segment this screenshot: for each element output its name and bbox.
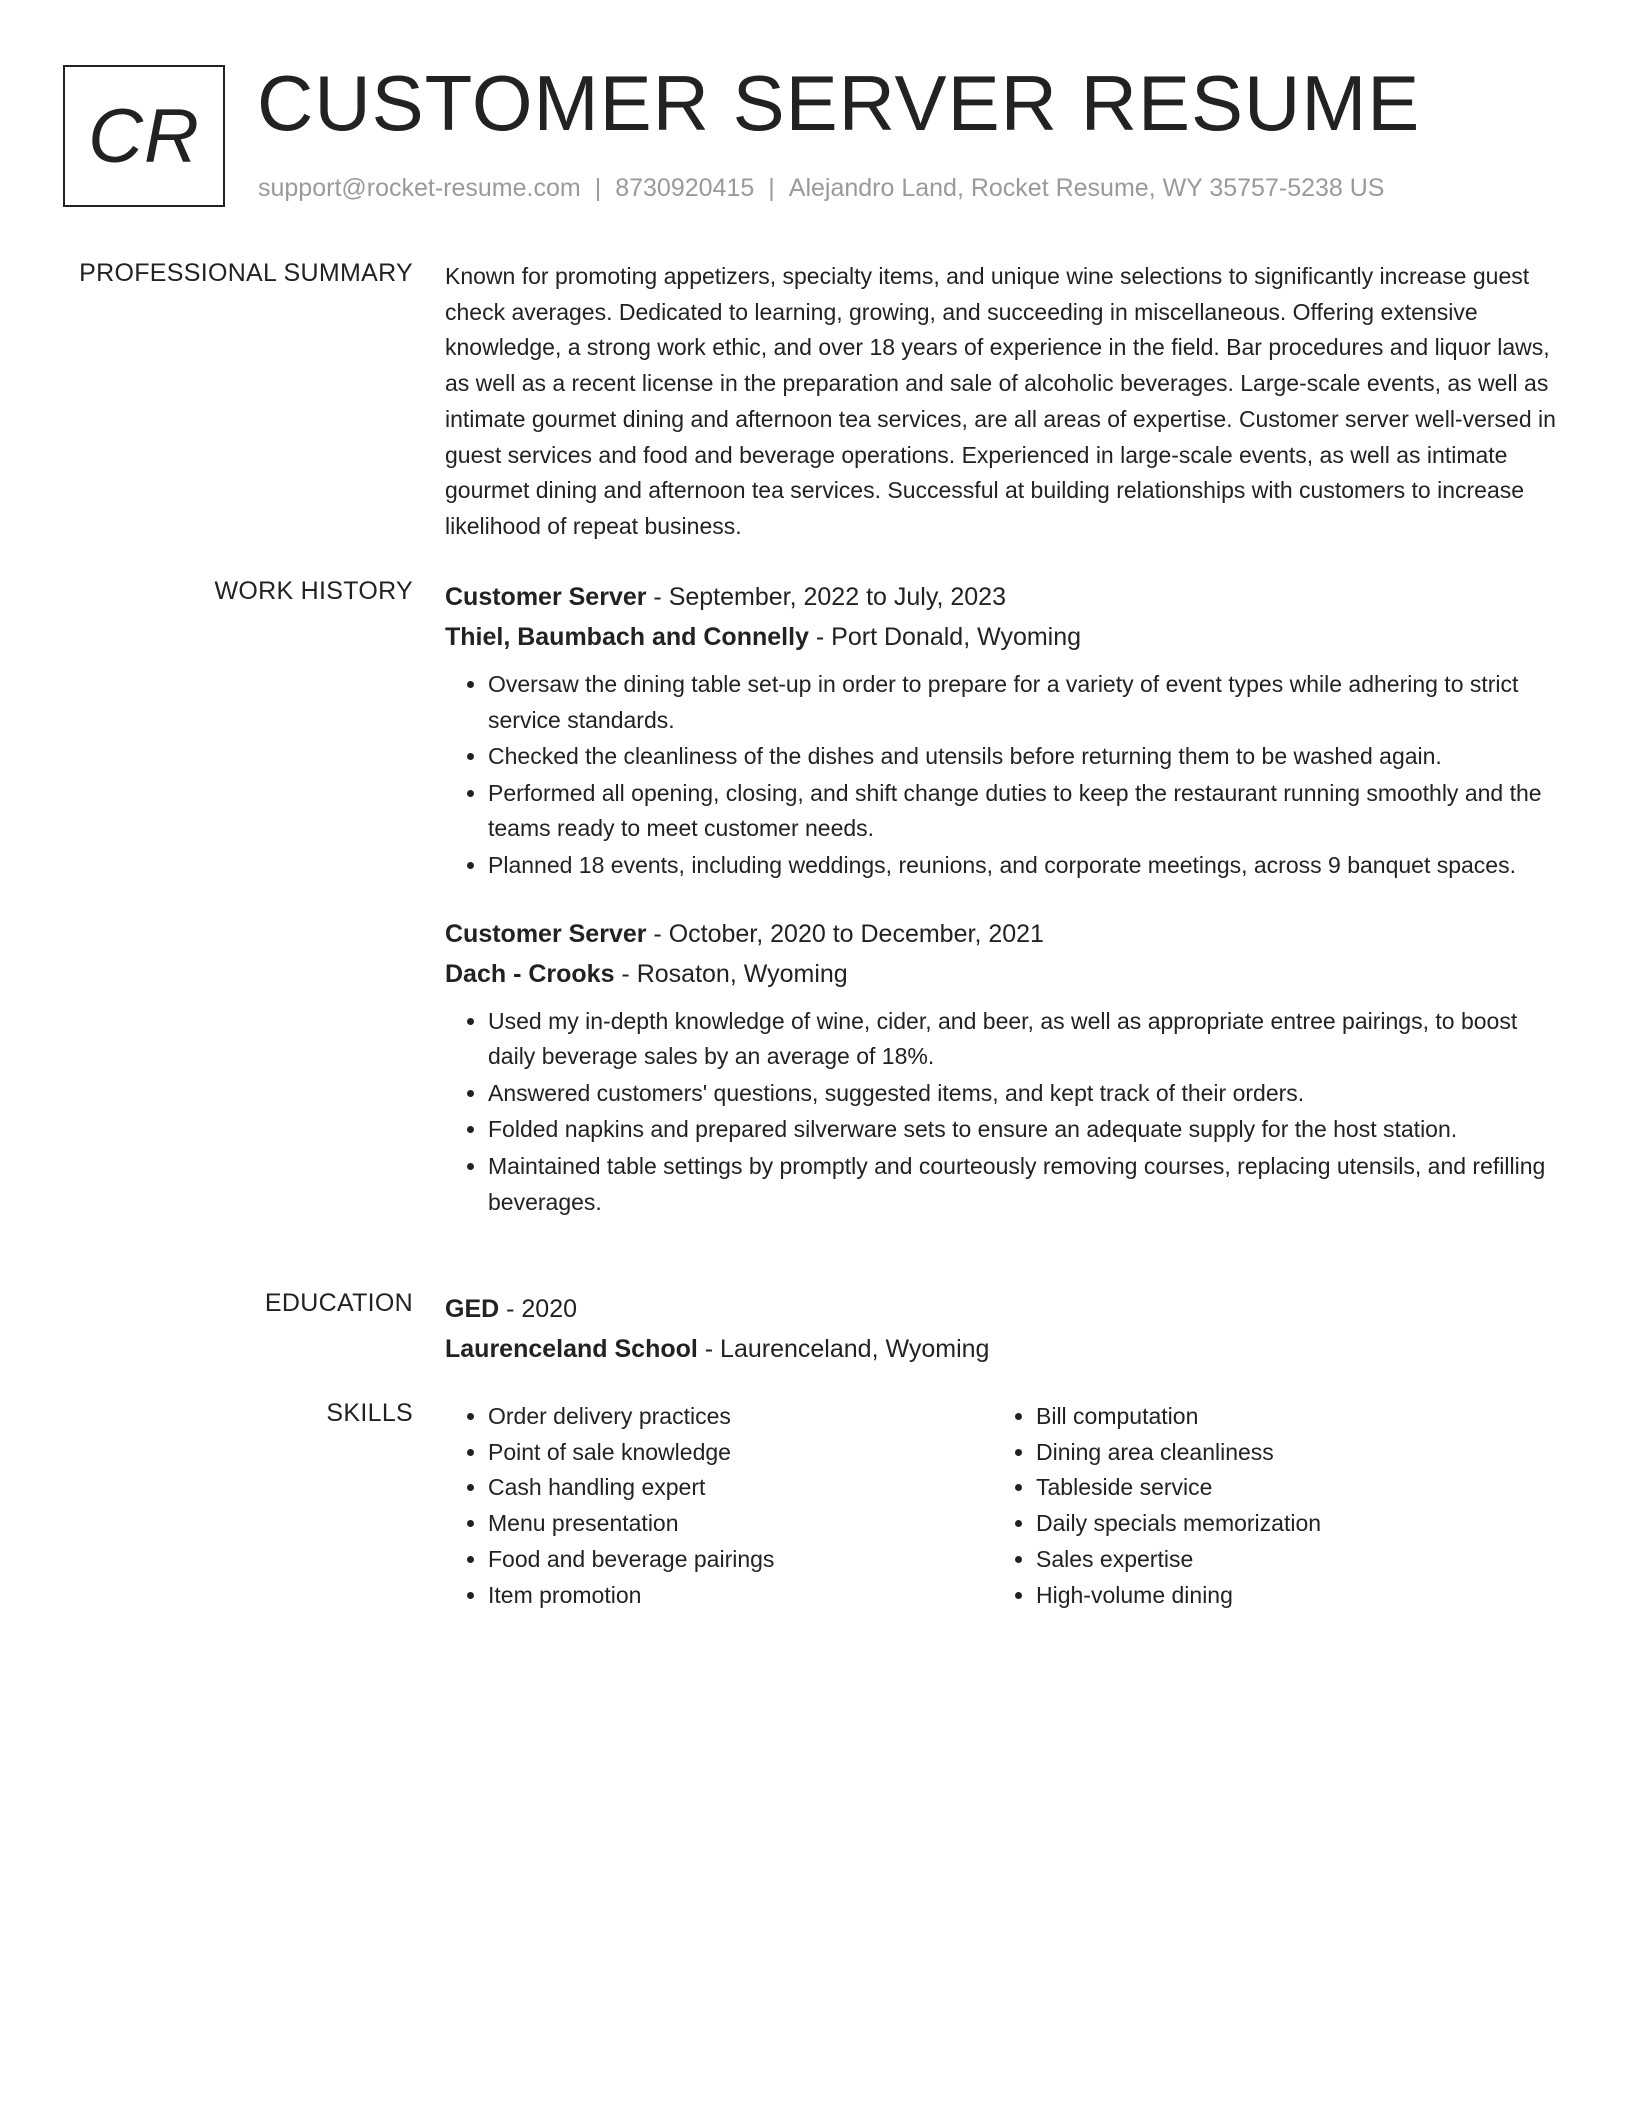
job-location: - Rosaton, Wyoming bbox=[614, 959, 848, 988]
list-item: • Order delivery practices bbox=[488, 1399, 993, 1435]
list-item: • Food and beverage pairings bbox=[488, 1542, 993, 1578]
degree: GED bbox=[445, 1295, 500, 1323]
education-heading: EDUCATION bbox=[264, 1289, 413, 1317]
job-dates: - September, 2022 to July, 2023 bbox=[646, 583, 1006, 611]
job-title-line bbox=[445, 914, 1565, 954]
list-item: • Bill computation bbox=[1036, 1399, 1541, 1435]
work-body bbox=[445, 577, 1565, 1221]
list-item: • Cash handling expert bbox=[488, 1470, 993, 1506]
summary-text: Known for promoting appetizers, specialty items, and unique wine selections to significantly increase guest check averages. Dedicated to learning, growing, and succeeding in miscellaneous. Offering extensive knowledge, a strong work ethic, and over 18 years of experience in the field. Bar procedures and liquor laws, as well as a recent license in the preparation and sale of alcoholic beverages. Large-scale events, as well as intimate gourmet dining and afternoon tea services, are all areas of expertise. Customer server well-versed in guest services and food and beverage operations. Experienced in large-scale events, as well as intimate gourmet dining and afternoon tea services. Successful at building relationships with customers to increase likelihood of repeat business. bbox=[445, 263, 1556, 539]
skills-list-right bbox=[993, 1399, 1541, 1613]
list-item: • Daily specials memorization bbox=[1036, 1506, 1541, 1542]
list-item: • High-volume dining bbox=[1036, 1578, 1541, 1614]
contact-phone[interactable]: 8730920415 bbox=[615, 174, 755, 202]
job-title: Customer Server bbox=[445, 919, 647, 948]
list-item: • Folded napkins and prepared silverware sets to ensure an adequate supply for the host station. bbox=[488, 1112, 1565, 1148]
contact-address: Alejandro Land, Rocket Resume, WY 35757-5238 US bbox=[788, 174, 1385, 202]
skills-heading: SKILLS bbox=[326, 1399, 413, 1427]
list-item: • Item promotion bbox=[488, 1578, 993, 1614]
list-item: • Menu presentation bbox=[488, 1506, 993, 1542]
separator: | bbox=[768, 174, 775, 202]
skills-list-left bbox=[445, 1399, 993, 1613]
skills-grid bbox=[445, 1399, 1565, 1613]
list-item: • Planned 18 events, including weddings, reunions, and corporate meetings, across 9 banquet spaces. bbox=[488, 848, 1565, 884]
list-item: • Maintained table settings by promptly and courteously removing courses, replacing utensils, and refilling beverages. bbox=[488, 1149, 1565, 1220]
list-item: • Used my in-depth knowledge of wine, cider, and beer, as well as appropriate entree pairings, to boost daily beverage sales by an average of 18%. bbox=[488, 1004, 1565, 1075]
skills-body bbox=[445, 1399, 1565, 1613]
education-body bbox=[445, 1289, 1565, 1369]
job-bullets bbox=[445, 1004, 1565, 1221]
contact-line bbox=[258, 174, 1384, 203]
list-item: • Oversaw the dining table set-up in order to prepare for a variety of event types while adhering to strict service standards. bbox=[488, 667, 1565, 738]
job-company-line bbox=[445, 954, 1565, 994]
list-item: • Performed all opening, closing, and shift change duties to keep the restaurant running smoothly and the teams ready to meet customer needs. bbox=[488, 776, 1565, 847]
list-item: • Tableside service bbox=[1036, 1470, 1541, 1506]
resume-title: CUSTOMER SERVER RESUME bbox=[257, 59, 1421, 147]
monogram-logo: CR bbox=[63, 65, 225, 207]
list-item: • Checked the cleanliness of the dishes and utensils before returning them to be washed again. bbox=[488, 739, 1565, 775]
school-location: - Laurenceland, Wyoming bbox=[697, 1335, 990, 1363]
list-item: • Point of sale knowledge bbox=[488, 1435, 993, 1471]
job-bullets bbox=[445, 667, 1565, 884]
summary-heading: PROFESSIONAL SUMMARY bbox=[79, 259, 413, 287]
work-heading: WORK HISTORY bbox=[214, 577, 413, 605]
job-title-line bbox=[445, 577, 1565, 617]
job-entry bbox=[445, 914, 1565, 1221]
contact-email[interactable]: support@rocket-resume.com bbox=[258, 174, 581, 202]
job-title: Customer Server bbox=[445, 583, 647, 611]
separator: | bbox=[594, 174, 602, 202]
job-location: - Port Donald, Wyoming bbox=[808, 623, 1082, 651]
job-dates: - October, 2020 to December, 2021 bbox=[646, 919, 1044, 948]
job-company: Dach - Crooks bbox=[445, 959, 615, 988]
list-item: • Dining area cleanliness bbox=[1036, 1435, 1541, 1471]
degree-line bbox=[445, 1289, 1565, 1329]
school-line bbox=[445, 1329, 1565, 1369]
job-company: Thiel, Baumbach and Connelly bbox=[445, 623, 809, 651]
list-item: • Answered customers' questions, suggested items, and kept track of their orders. bbox=[488, 1076, 1565, 1112]
list-item: • Sales expertise bbox=[1036, 1542, 1541, 1578]
degree-year: - 2020 bbox=[499, 1295, 578, 1323]
school: Laurenceland School bbox=[445, 1335, 698, 1363]
job-entry bbox=[445, 577, 1565, 884]
job-company-line bbox=[445, 617, 1565, 657]
